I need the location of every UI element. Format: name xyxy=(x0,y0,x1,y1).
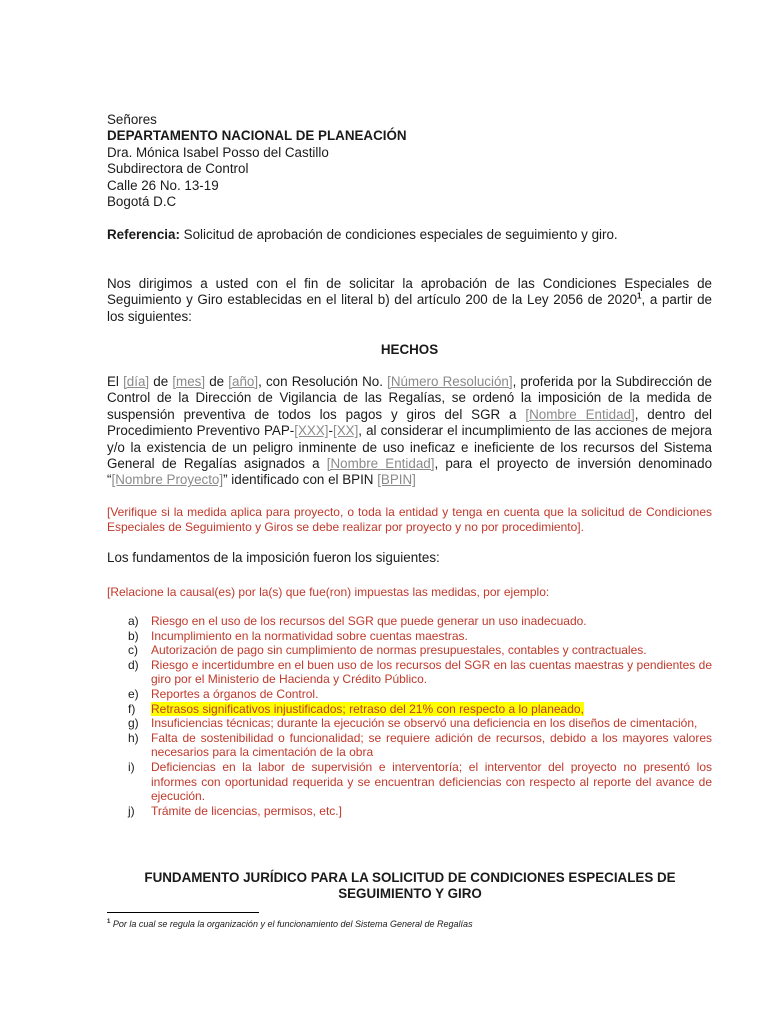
footnote-reference: 1 xyxy=(637,291,642,301)
list-item: d) Riesgo e incertidumbre en el buen uso de los recursos del SGR en las cuentas maestras y pendientes de giro por el Ministerio de Hacienda y Crédito Público. xyxy=(128,657,712,687)
placeholder-anio[interactable]: [año] xyxy=(228,374,259,389)
hechos-paragraph: El [día] de [mes] de [año], con Resolución No. [Número Resolución], proferida por la Subdirección de Control de la Dirección de Vigilancia de las Regalías, se ordenó la imposición de la medida de suspensión preventiva de todos los pagos y giros del SGR a [Nombre Entidad], dentro del Procedimiento Preventivo PAP-[XXX]-[XX], al considerar el incumplimiento de las acciones de mejora y/o la existencia de un peligro inminente de uso ineficaz e ineficiente de los recursos del Sistema General de Regalías asignados a [Nombre Entidad], para el proyecto de inversión denominado “[Nombre Proyecto]” identificado con el BPIN [BPIN] xyxy=(107,374,713,488)
placeholder-resolucion[interactable]: [Número Resolución] xyxy=(387,374,513,389)
intro-text: Nos dirigimos a usted con el fin de solicitar la aprobación de las Condiciones Especiales de Seguimiento y Giro establecidas en el literal b) del artículo 200 de la Ley 2056 de 2020 xyxy=(107,276,712,308)
address-block xyxy=(107,112,712,210)
recipient-city: Bogotá D.C xyxy=(107,194,177,210)
placeholder-entidad[interactable]: [Nombre Entidad] xyxy=(525,406,635,422)
placeholder-dia[interactable]: [día] xyxy=(123,374,150,389)
footnote-separator xyxy=(107,912,259,913)
recipient-street: Calle 26 No. 13-19 xyxy=(107,177,219,193)
list-item: b) Incumplimiento en la normatividad sobre cuentas maestras. xyxy=(128,628,468,643)
causales-intro: [Relacione la causal(es) por la(s) que fue(ron) impuestas las medidas, por ejemplo: xyxy=(107,585,550,599)
reference-line xyxy=(107,227,712,243)
fundamentos-intro: Los fundamentos de la imposición fueron los siguientes: xyxy=(107,550,440,565)
list-item: i) Deficiencias en la labor de supervisión e interventoría; el interventor del proyecto no presentó los informes con oportunidad requerida y se encuentran deficiencias con respecto al reporte del avance de ejecución. xyxy=(128,759,712,804)
recipient-organization: DEPARTAMENTO NACIONAL DE PLANEACIÓN xyxy=(107,128,407,144)
list-item-highlighted: f) Retrasos significativos injustificados; retraso del 21% con respecto a lo planeado, xyxy=(128,701,584,716)
footnote xyxy=(107,919,473,930)
placeholder-pap-number[interactable]: [XXX] xyxy=(294,423,329,439)
list-item: g) Insuficiencias técnicas; durante la ejecución se observó una deficiencia en los diseños de cimentación, xyxy=(128,716,698,731)
placeholder-proyecto[interactable]: [Nombre Proyecto] xyxy=(111,472,224,488)
list-item: e) Reportes a órganos de Control. xyxy=(128,686,319,701)
instruction-note: [Verifique si la medida aplica para proyecto, o toda la entidad y tenga en cuenta que la solicitud de Condiciones Especiales de Seguimiento y Giros se debe realizar por proyecto y no por procedimiento]. xyxy=(107,505,712,534)
placeholder-bpin[interactable]: [BPIN] xyxy=(377,472,416,488)
fundamento-juridico-title: FUNDAMENTO JURÍDICO PARA LA SOLICITUD DE CONDICIONES ESPECIALES DE SEGUIMIENTO Y GIRO xyxy=(144,870,676,902)
list-item: j) Trámite de licencias, permisos, etc.] xyxy=(128,803,342,818)
placeholder-mes[interactable]: [mes] xyxy=(172,374,206,389)
recipient-name: Dra. Mónica Isabel Posso del Castillo xyxy=(107,144,329,160)
salutation: Señores xyxy=(107,112,157,127)
causales-list xyxy=(107,614,712,818)
intro-paragraph xyxy=(107,276,712,325)
reference-label: Referencia: xyxy=(107,227,180,242)
list-item: h) Falta de sostenibilidad o funcionalidad; se requiere adición de recursos, debido a los mayores valores necesarios para la cimentación de la obra xyxy=(128,730,712,760)
list-item: c) Autorización de pago sin cumplimiento de normas presupuestales, contables y contractuales. xyxy=(128,643,647,658)
footnote-number: 1 xyxy=(107,919,111,925)
intro-tail: , a partir de los siguientes: xyxy=(107,292,713,324)
highlight: Retrasos significativos injustificados; retraso del 21% con respecto a lo planeado, xyxy=(151,701,584,716)
reference-text: Solicitud de aprobación de condiciones especiales de seguimiento y giro. xyxy=(183,227,618,242)
placeholder-pap-year[interactable]: [XX] xyxy=(332,423,359,439)
placeholder-entidad-2[interactable]: [Nombre Entidad] xyxy=(326,456,435,472)
hechos-title: HECHOS xyxy=(380,342,439,357)
footnote-text: Por la cual se regula la organización y el funcionamiento del Sistema General de Regalías xyxy=(112,919,473,929)
list-item: a) Riesgo en el uso de los recursos del SGR que puede generar un uso inadecuado. xyxy=(128,614,587,628)
recipient-role: Subdirectora de Control xyxy=(107,161,249,177)
